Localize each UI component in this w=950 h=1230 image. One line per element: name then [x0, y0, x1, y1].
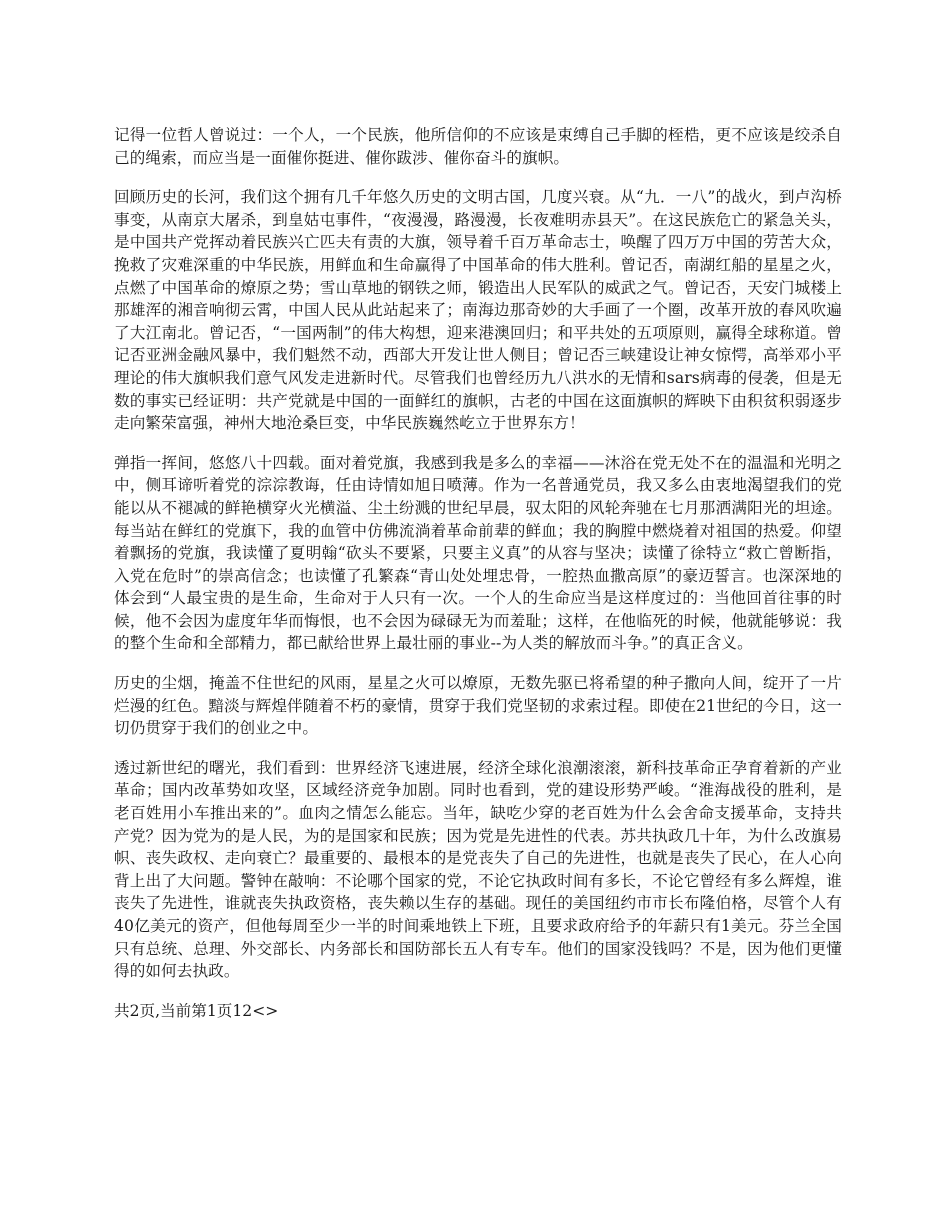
- pagination-text[interactable]: 共2页,当前第1页12<>: [114, 1001, 279, 1020]
- paragraph-1: 记得一位哲人曾说过：一个人，一个民族，他所信仰的不应该是束缚自己手脚的桎梏，更不应该是绞杀自己的绳索，而应当是一面催你挺进、催你跋涉、催你奋斗的旗帜。: [114, 126, 842, 167]
- paragraph-2: 回顾历史的长河，我们这个拥有几千年悠久历史的文明古国，几度兴衰。从“九．一八”的战火，到卢沟桥事变，从南京大屠杀，到皇姑屯事件，“夜漫漫，路漫漫，长夜难明赤县天”。在这民族危亡的紧急关头，是中国共产党挥动着民族兴亡匹夫有责的大旗，领导着千百万革命志士，唤醒了四万万中国的劳苦大众，挽救了灾难深重的中华民族，用鲜血和生命赢得了中国革命的伟大胜利。曾记否，南湖红船的星星之火，点燃了中国革命的燎原之势；雪山草地的钢铁之师，锻造出人民军队的威武之气。曾记否，天安门城楼上那雄浑的湘音响彻云霄，中国人民从此站起来了；南海边那奇妙的大手画了一个圈，改革开放的春风吹遍了大江南北。曾记否，“一国两制”的伟大构想，迎来港澳回归；和平共处的五项原则，赢得全球称道。曾记否亚洲金融风暴中，我们魁然不动，西部大开发让世人侧目；曾记否三峡建设让神女惊愕，高举邓小平理论的伟大旗帜我们意气风发走进新时代。尽管我们也曾经历九八洪水的无情和sars病毒的侵袭，但是无数的事实已经证明：共产党就是中国的一面鲜红的旗帜，古老的中国在这面旗帜的辉映下由积贫积弱逐步走向繁荣富强，神州大地沧桑巨变，中华民族巍然屹立于世界东方！: [114, 188, 842, 433]
- document-page: [114, 124, 842, 1022]
- paragraph-5: 透过新世纪的曙光，我们看到：世界经济飞速进展，经济全球化浪潮滚滚，新科技革命正孕育着新的产业革命；国内改革势如攻坚，区域经济竞争加剧。同时也看到，党的建设形势严峻。“淮海战役的胜利，是老百姓用小车推出来的”。血肉之情怎么能忘。当年，缺吃少穿的老百姓为什么会舍命支援革命，支持共产党？因为党为的是人民，为的是国家和民族；因为党是先进性的代表。苏共执政几十年，为什么改旗易帜、丧失政权、走向衰亡？最重要的、最根本的是党丧失了自己的先进性，也就是丧失了民心，在人心向背上出了大问题。警钟在敲响：不论哪个国家的党，不论它执政时间有多长，不论它曾经有多么辉煌，谁丧失了先进性，谁就丧失执政资格，丧失赖以生存的基础。现任的美国纽约市市长布隆伯格，尽管个人有40亿美元的资产，但他每周至少一半的时间乘地铁上下班，且要求政府给予的年薪只有1美元。芬兰全国只有总统、总理、外交部长、内务部长和国防部长五人有专车。他们的国家没钱吗？不是，因为他们更懂得的如何去执政。: [114, 758, 842, 981]
- paragraph-3: 弹指一挥间，悠悠八十四载。面对着党旗，我感到我是多么的幸福——沐浴在党无处不在的温温和光明之中，侧耳谛听着党的淙淙教诲，任由诗情如旭日喷薄。作为一名普通党员，我又多么由衷地渴望我们的党能以从不褪减的鲜艳横穿火光横溢、尘土纷溅的世纪早晨，驭太阳的风轮奔驰在七月那洒满阳光的坦途。每当站在鲜红的党旗下，我的血管中仿佛流淌着革命前辈的鲜血；我的胸膛中燃烧着对祖国的热爱。仰望着飘扬的党旗，我读懂了夏明翰“砍头不要紧，只要主义真”的从容与坚决；读懂了徐特立“救亡曾断指，入党在危时”的崇高信念；也读懂了孔繁森“青山处处埋忠骨，一腔热血撒高原”的豪迈誓言。也深深地的体会到“人最宝贵的是生命，生命对于人只有一次。一个人的生命应当是这样度过的：当他回首往事的时候，他不会因为虚度年华而悔恨，也不会因为碌碌无为而羞耻；这样，在他临死的时候，他就能够说：我的整个生命和全部精力，都已献给世界上最壮丽的事业--为人类的解放而斗争。”的真正含义。: [114, 453, 842, 653]
- paragraph-4: 历史的尘烟，掩盖不住世纪的风雨，星星之火可以燎原，无数先驱已将希望的种子撒向人间，绽开了一片烂漫的红色。黯淡与辉煌伴随着不朽的豪情，贯穿于我们党坚韧的求索过程。即使在21世纪的今日，这一切仍贯穿于我们的创业之中。: [114, 674, 842, 738]
